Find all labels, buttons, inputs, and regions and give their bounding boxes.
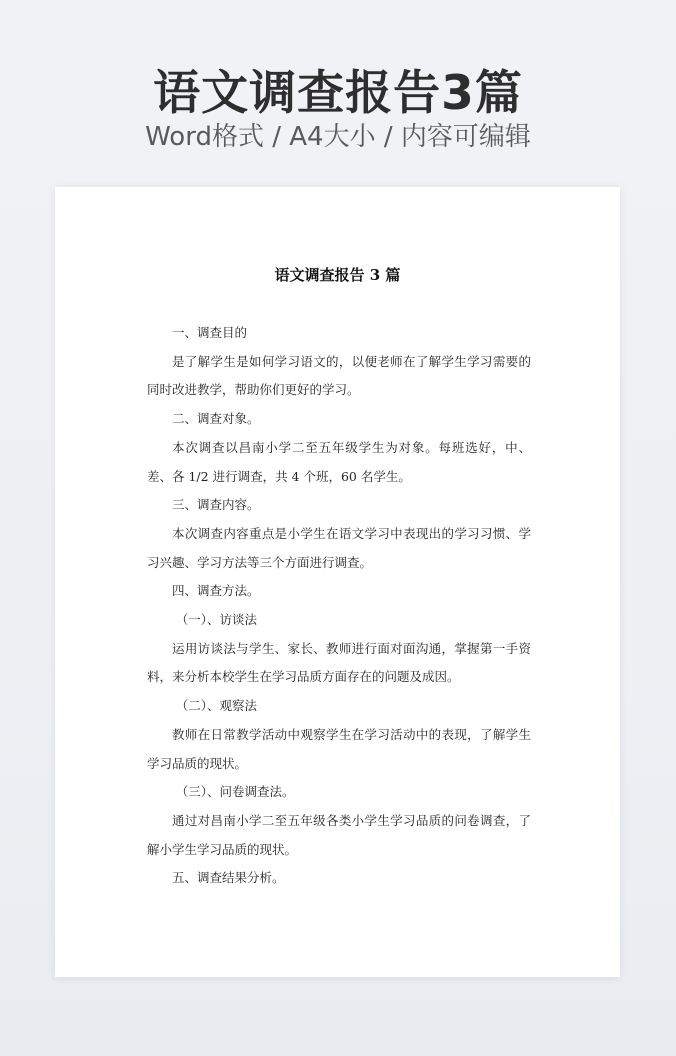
body-paragraph: 运用访谈法与学生、家长、教师进行面对面沟通，掌握第一手资料，来分析本校学生在学习品质方面存在的问题及成因。 — [147, 640, 531, 685]
section-heading: 一、调查目的 — [172, 325, 248, 340]
body-paragraph: 教师在日常教学活动中观察学生在学习活动中的表现，了解学生学习品质的现状。 — [147, 726, 531, 771]
banner-title: 语文调查报告3篇 — [153, 66, 523, 121]
body-paragraph: 本次调查内容重点是小学生在语文学习中表现出的学习习惯、学习兴趣、学习方法等三个方面进行调查。 — [147, 525, 531, 570]
section-heading: 四、调查方法。 — [172, 583, 260, 599]
body-paragraph: 是了解学生是如何学习语文的，以便老师在了解学生学习需要的同时改进教学，帮助你们更好的学习。 — [147, 353, 531, 398]
document-page — [55, 187, 620, 977]
section-heading: 二、调查对象。 — [172, 411, 260, 427]
body-paragraph: 本次调查以昌南小学二至五年级学生为对象。每班选好，中、差、各 1/2 进行调查，共 4 个班，60 名学生。 — [147, 439, 531, 484]
subsection-heading: （二）、观察法 — [175, 698, 258, 714]
subsection-heading: （三）、问卷调查法。 — [175, 784, 295, 800]
banner-subtitle: Word格式 / A4大小 / 内容可编辑 — [145, 122, 531, 152]
document-body — [147, 319, 531, 893]
document-title: 语文调查报告 3 篇 — [274, 266, 401, 284]
section-heading: 五、调查结果分析。 — [172, 870, 285, 886]
section-heading: 三、调查内容。 — [172, 497, 260, 513]
subsection-heading: （一）、访谈法 — [175, 612, 258, 628]
body-paragraph: 通过对昌南小学二至五年级各类小学生学习品质的问卷调查，了解小学生学习品质的现状。 — [147, 812, 531, 857]
